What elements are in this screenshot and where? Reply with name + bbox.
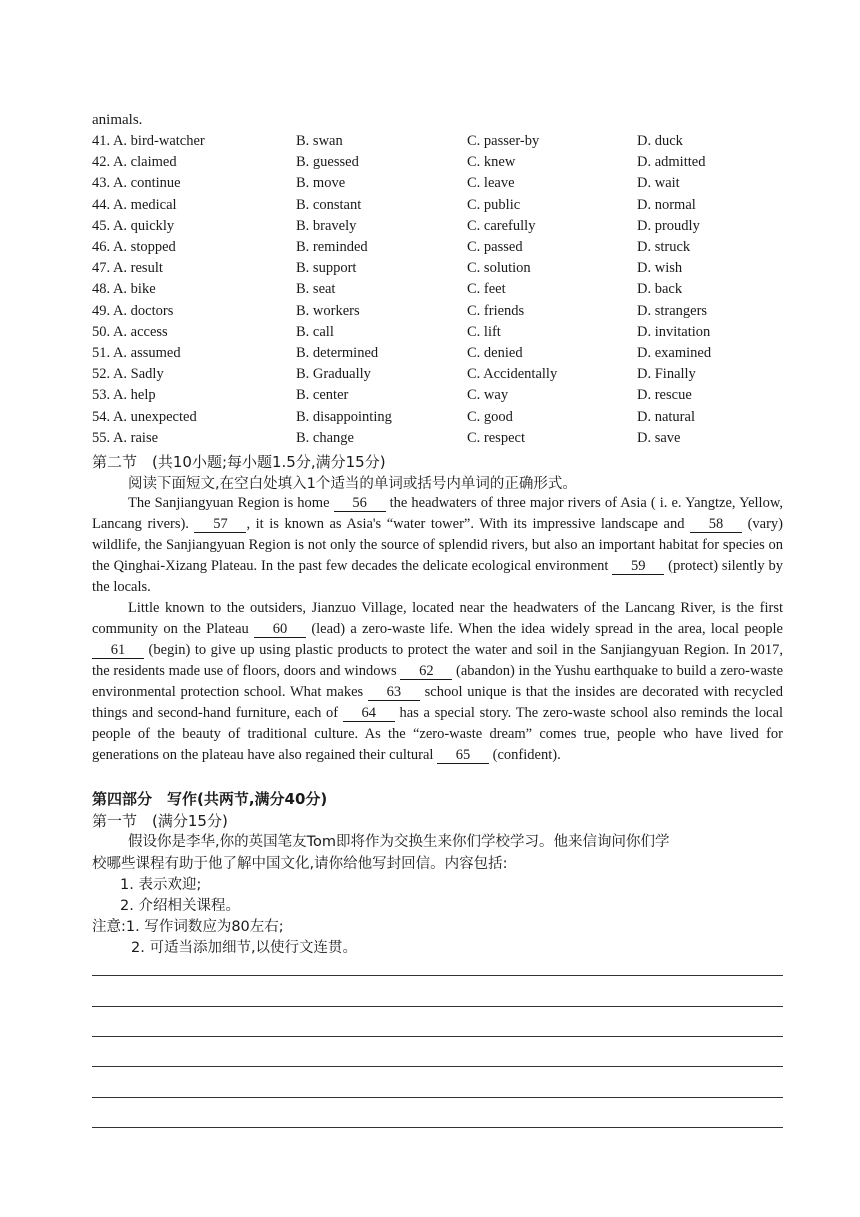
writing-line[interactable] [92, 1006, 783, 1007]
passage-text: Little known to the outsiders, Jianzuo Village, located near the headwaters of the Lancang River, is the first community on the Plateau [92, 600, 783, 637]
blank-57: 57 [194, 516, 246, 533]
option-a: 55. A. raise [92, 429, 159, 446]
passage-text: the headwaters of three major rivers of Asia ( i. e. Yangtze, Yellow, Lancang rivers). [92, 495, 783, 532]
option-row [92, 430, 792, 451]
option-b: B. bravely [296, 217, 357, 234]
option-c: C. leave [467, 175, 515, 192]
option-c: C. Accidentally [467, 366, 558, 383]
option-d: D. examined [637, 345, 712, 361]
option-a: 54. A. unexpected [92, 408, 197, 425]
option-c: C. solution [467, 260, 531, 277]
option-d: D. Finally [637, 366, 696, 383]
option-c: C. passer-by [467, 133, 540, 149]
option-a: 53. A. help [92, 387, 156, 404]
passage-text: (confident). [489, 747, 561, 763]
option-row [92, 218, 792, 239]
option-row [92, 239, 792, 260]
option-d: D. admitted [637, 154, 706, 171]
option-b: B. change [296, 429, 354, 446]
option-d: D. struck [637, 239, 691, 255]
option-d: D. proudly [637, 217, 700, 234]
option-c: C. passed [467, 239, 523, 255]
passage-text: (abandon) in the Yushu earthquake to build a zero-waste environmental protection school. What makes [92, 663, 784, 700]
option-c: C. carefully [467, 217, 536, 234]
option-b: B. Gradually [296, 366, 371, 383]
passage-text: school unique is that the insides are decorated with recycled things and second-hand furniture, each of [92, 684, 783, 721]
passage-paragraph-1 [92, 493, 783, 598]
option-b: B. disappointing [296, 408, 392, 425]
option-c: C. knew [467, 154, 516, 171]
option-a: 50. A. access [92, 323, 168, 340]
writing-item-2: 2. 介绍相关课程。 [120, 898, 240, 914]
option-b: B. swan [296, 133, 343, 149]
writing-line[interactable] [92, 1066, 783, 1067]
passage-text: has a special story. The zero-waste school also reminds the local people of the beauty of traditional culture. As the “zero-waste dream” comes true, people who have lived for generations on the plateau have also regained their cultural [92, 705, 783, 763]
blank-65: 65 [437, 747, 489, 764]
option-a: 47. A. result [92, 260, 163, 277]
option-row [92, 366, 792, 387]
option-a: 43. A. continue [92, 175, 181, 192]
option-b: B. constant [296, 196, 362, 213]
option-c: C. public [467, 196, 521, 213]
option-row [92, 281, 792, 302]
option-a: 45. A. quickly [92, 217, 175, 234]
writing-line[interactable] [92, 1036, 783, 1037]
section2-instruction: 阅读下面短文,在空白处填入1个适当的单词或括号内单词的正确形式。 [128, 476, 577, 492]
option-row [92, 154, 792, 175]
passage-text: (protect) silently by the locals. [92, 558, 783, 595]
option-c: C. good [467, 408, 513, 425]
blank-58: 58 [690, 516, 742, 533]
option-b: B. support [296, 260, 357, 277]
part4-heading: 第四部分 写作(共两节,满分40分) [92, 790, 328, 808]
passage-text: (begin) to give up using plastic products to protect the water and soil in the Sanjiangyuan Region. In 2017, the residents made use of floors, doors and windows [92, 642, 783, 679]
writing-note-2: 2. 可适当添加细节,以使行文连贯。 [131, 940, 358, 956]
option-c: C. lift [467, 323, 501, 340]
option-c: C. friends [467, 302, 525, 319]
option-d: D. wait [637, 175, 680, 192]
option-b: B. seat [296, 281, 336, 298]
option-d: D. duck [637, 133, 683, 149]
option-a: 49. A. doctors [92, 302, 174, 319]
option-row [92, 387, 792, 408]
option-c: C. feet [467, 281, 506, 298]
option-b: B. guessed [296, 154, 359, 171]
option-b: B. move [296, 175, 346, 192]
option-a: 41. A. bird-watcher [92, 133, 205, 149]
option-d: D. natural [637, 408, 695, 425]
writing-line[interactable] [92, 975, 783, 976]
option-a: 42. A. claimed [92, 154, 177, 171]
passage-ending-word: animals. [92, 112, 143, 128]
option-b: B. determined [296, 345, 379, 361]
blank-60: 60 [254, 621, 306, 638]
writing-prompt-line2: 校哪些课程有助于他了解中国文化,请你给他写封回信。内容包括: [92, 856, 508, 872]
option-d: D. strangers [637, 302, 708, 319]
option-d: D. back [637, 281, 683, 298]
option-row [92, 409, 792, 430]
passage-text: (lead) a zero-waste life. When the idea widely spread in the area, local people [306, 621, 783, 637]
option-d: D. wish [637, 260, 683, 277]
blank-63: 63 [368, 684, 420, 701]
blank-62: 62 [400, 663, 452, 680]
passage-paragraph-2 [92, 598, 783, 766]
option-row [92, 133, 792, 154]
passage-text: The Sanjiangyuan Region is home [128, 495, 334, 511]
blank-64: 64 [343, 705, 395, 722]
blank-56: 56 [334, 495, 386, 512]
option-row [92, 303, 792, 324]
option-d: D. rescue [637, 387, 692, 404]
writing-line[interactable] [92, 1097, 783, 1098]
option-row [92, 175, 792, 196]
writing-note-1: 注意:1. 写作词数应为80左右; [92, 919, 284, 935]
option-row [92, 197, 792, 218]
option-row [92, 324, 792, 345]
option-a: 51. A. assumed [92, 345, 181, 361]
option-d: D. save [637, 429, 681, 446]
passage-text: , it is known as Asia's “water tower”. With its impressive landscape and [246, 516, 691, 532]
option-row [92, 260, 792, 281]
option-c: C. denied [467, 345, 523, 361]
option-a: 46. A. stopped [92, 239, 176, 255]
writing-item-1: 1. 表示欢迎; [120, 877, 202, 893]
passage-text: (vary) wildlife, the Sanjiangyuan Region is not only the source of splendid rivers, but also an important habitat for species on the Qinghai-Xizang Plateau. In the past few decades the delicate ecological environment [92, 516, 784, 574]
section2-heading: 第二节 (共10小题;每小题1.5分,满分15分) [92, 453, 386, 471]
option-row [92, 345, 792, 366]
blank-61: 61 [92, 642, 144, 659]
option-c: C. way [467, 387, 509, 404]
writing-line[interactable] [92, 1127, 783, 1128]
option-b: B. call [296, 323, 334, 340]
option-b: B. workers [296, 302, 360, 319]
option-a: 52. A. Sadly [92, 366, 164, 383]
option-a: 48. A. bike [92, 281, 156, 298]
writing-prompt-line1: 假设你是李华,你的英国笔友Tom即将作为交换生来你们学校学习。他来信询问你们学 [128, 834, 670, 850]
option-d: D. normal [637, 196, 696, 213]
blank-59: 59 [612, 558, 664, 575]
option-d: D. invitation [637, 323, 711, 340]
option-a: 44. A. medical [92, 196, 177, 213]
option-b: B. reminded [296, 239, 368, 255]
part4-sub-heading: 第一节 (满分15分) [92, 812, 228, 830]
option-c: C. respect [467, 429, 525, 446]
option-b: B. center [296, 387, 349, 404]
